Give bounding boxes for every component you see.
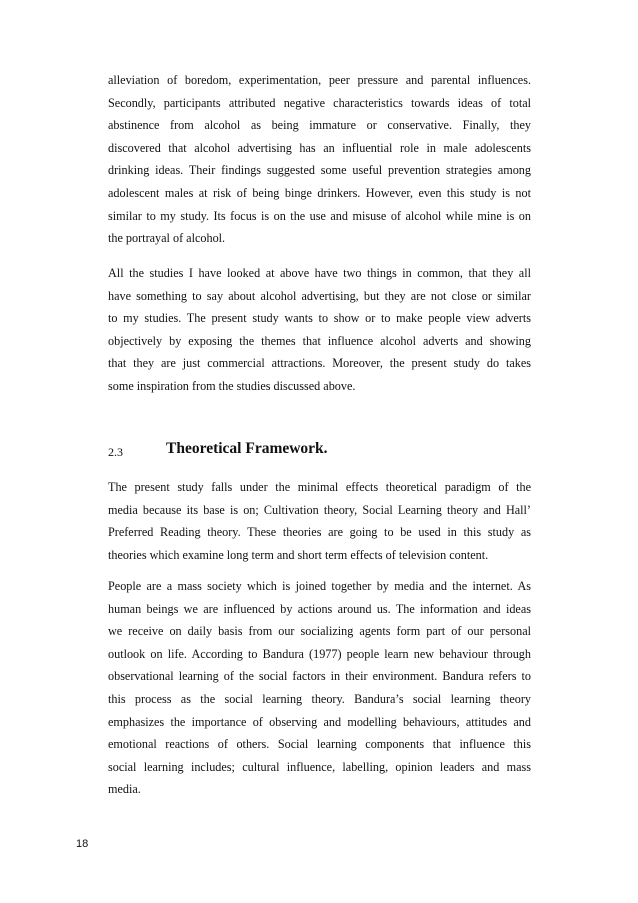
text-line: have something to say about alcohol advertising, but they are not close or similar bbox=[108, 288, 531, 303]
text-line: emphasizes the importance of observing and modelling behaviours, attitudes and bbox=[108, 714, 531, 729]
text-line: abstinence from alcohol as being immature or conservative. Finally, they bbox=[108, 118, 531, 133]
text-line: human beings we are influenced by actions around us. The information and ideas bbox=[108, 601, 531, 616]
text-line: emotional reactions of others. Social learning components that influence this bbox=[108, 737, 531, 752]
text-line: Secondly, participants attributed negative characteristics towards ideas of total bbox=[108, 95, 531, 110]
text-line: alleviation of boredom, experimentation, peer pressure and parental influences. bbox=[108, 73, 531, 87]
text-line: drinking ideas. Their findings suggested some useful prevention strategies among bbox=[108, 163, 531, 178]
paragraph-1 bbox=[108, 69, 531, 250]
text-line: objectively by exposing the themes that influence alcohol adverts and showing bbox=[108, 333, 531, 348]
text-line: that they are just commercial attractions. Moreover, the present study do takes bbox=[108, 356, 531, 371]
text-line: we receive on daily basis from our socializing agents form part of our personal bbox=[108, 624, 531, 639]
text-line: observational learning of the social factors in their environment. Bandura refers to bbox=[108, 669, 531, 684]
text-line: adolescent males at risk of being binge drinkers. However, even this study is not bbox=[108, 185, 531, 200]
text-line: All the studies I have looked at above have two things in common, that they all bbox=[108, 266, 531, 280]
text-line: discovered that alcohol advertising has an influential role in male adolescents bbox=[108, 140, 531, 155]
text-line: the portrayal of alcohol. bbox=[108, 231, 226, 246]
section-title: Theoretical Framework. bbox=[166, 440, 328, 457]
paragraph-4 bbox=[108, 575, 531, 801]
text-line: The present study falls under the minimal effects theoretical paradigm of the bbox=[108, 480, 531, 494]
text-line: outlook on life. According to Bandura (1977) people learn new behaviour through bbox=[108, 646, 531, 661]
section-number: 2.3 bbox=[108, 445, 123, 459]
paragraph-2 bbox=[108, 262, 531, 398]
text-line: social learning includes; cultural influence, labelling, opinion leaders and mass bbox=[108, 759, 531, 774]
text-line: Preferred Reading theory. These theories are going to be used in this study as bbox=[108, 525, 531, 540]
text-line: some inspiration from the studies discussed above. bbox=[108, 378, 356, 393]
text-line: People are a mass society which is joined together by media and the internet. As bbox=[108, 579, 531, 593]
text-line: theories which examine long term and short term effects of television content. bbox=[108, 547, 489, 562]
text-line: media because its base is on; Cultivation theory, Social Learning theory and Hall’ bbox=[108, 502, 531, 517]
text-line: this process as the social learning theory. Bandura’s social learning theory bbox=[108, 691, 531, 706]
text-line: similar to my study. Its focus is on the use and misuse of alcohol while mine is on bbox=[108, 208, 531, 223]
paragraph-3 bbox=[108, 476, 531, 566]
text-line: to my studies. The present study wants to show or to make people view adverts bbox=[108, 311, 531, 326]
text-line: media. bbox=[108, 782, 141, 797]
page-number: 18 bbox=[76, 838, 89, 850]
